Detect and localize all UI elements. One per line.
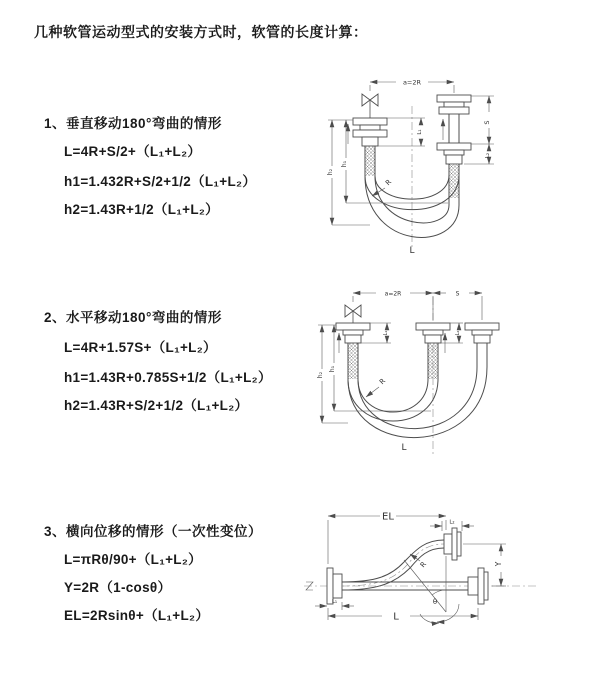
dim-span-2r	[353, 291, 482, 321]
dim-el	[328, 512, 446, 565]
section-3-formula-l: L=πRθ/90+（L₁+L₂）	[64, 552, 202, 567]
valve-icon	[362, 94, 378, 118]
hose-left-leg	[348, 343, 358, 379]
dim-label-length: L	[409, 246, 415, 256]
diagram-lateral-displacement	[296, 500, 600, 660]
section-1-formula-h2: h2=1.43R+1/2（L₁+L₂）	[64, 202, 219, 217]
diagram-vertical-180	[308, 72, 590, 264]
dim-label-r: R	[384, 178, 394, 188]
dim-label-span: a=2R	[402, 78, 422, 87]
dim-label-l1: L₁	[383, 330, 389, 336]
left-flange	[353, 118, 387, 146]
section-3-formula-y: Y=2R（1-cosθ）	[64, 580, 172, 595]
page-title: 几种软管运动型式的安装方式时，软管的长度计算：	[34, 24, 368, 40]
dim-l1-bottom	[315, 599, 354, 610]
dim-label-h1: h₁	[329, 365, 336, 373]
section-2-heading: 2、水平移动180°弯曲的情形	[44, 310, 222, 325]
radius-callout	[366, 377, 387, 397]
dim-label-l1: L₁	[417, 129, 423, 135]
hose-u-bends	[348, 367, 487, 438]
right-lower-flange	[437, 143, 471, 164]
section-2-formula-l: L=4R+1.57S+（L₁+L₂）	[64, 340, 217, 355]
dim-length	[328, 608, 478, 623]
dim-label-h2: h₂	[327, 168, 334, 176]
right-flange	[465, 323, 499, 343]
dim-label-span: a=2R	[384, 290, 402, 298]
hose-right-leg	[477, 343, 487, 367]
section-2-formula-h1: h1=1.43R+0.785S+1/2（L₁+L₂）	[64, 370, 272, 385]
right-upper-flange	[437, 95, 471, 114]
dim-label-h2: h₂	[317, 371, 324, 379]
hose-left-leg	[365, 146, 375, 176]
dim-label-l2: L₂	[485, 152, 491, 159]
diagram-horizontal-180	[306, 283, 594, 463]
dim-label-length: L	[393, 611, 399, 623]
dim-label-s: S	[455, 290, 460, 298]
dim-s	[471, 96, 494, 144]
section-1-heading: 1、垂直移动180°弯曲的情形	[44, 116, 222, 131]
section-2-formula-h2: h2=1.43R+S/2+1/2（L₁+L₂）	[64, 398, 249, 413]
section-1-formula-l: L=4R+S/2+（L₁+L₂）	[64, 144, 202, 159]
radius-callout	[410, 554, 428, 569]
dim-label-l2: L₂	[449, 519, 455, 526]
upper-flange	[444, 528, 461, 560]
section-1-formula-h1: h1=1.432R+S/2+1/2（L₁+L₂）	[64, 174, 257, 189]
dim-label-s: S	[483, 120, 491, 125]
right-flange	[468, 568, 488, 604]
dim-label-l2: L₂	[455, 330, 461, 336]
valve-icon	[345, 305, 361, 323]
dim-label-length: L	[401, 443, 407, 453]
dim-label-y: Y	[494, 561, 503, 567]
section-3-formula-el: EL=2Rsinθ+（L₁+L₂）	[64, 608, 210, 623]
dim-label-h1: h₁	[341, 160, 348, 168]
dim-label-r: R	[378, 377, 388, 387]
dim-label-theta: θ	[432, 598, 438, 606]
dim-s	[433, 291, 482, 298]
left-flange	[336, 323, 370, 343]
right-pipe	[449, 114, 459, 143]
dim-label-l1: L₁	[331, 599, 338, 605]
dim-span-2r	[370, 79, 454, 94]
dim-label-r: R	[418, 560, 429, 570]
hose-middle-leg	[428, 343, 438, 379]
section-3-heading: 3、横向位移的情形（一次性变位）	[44, 524, 263, 539]
dim-h1	[329, 325, 431, 411]
dim-h2	[317, 325, 348, 423]
dim-label-el: EL	[382, 511, 394, 523]
